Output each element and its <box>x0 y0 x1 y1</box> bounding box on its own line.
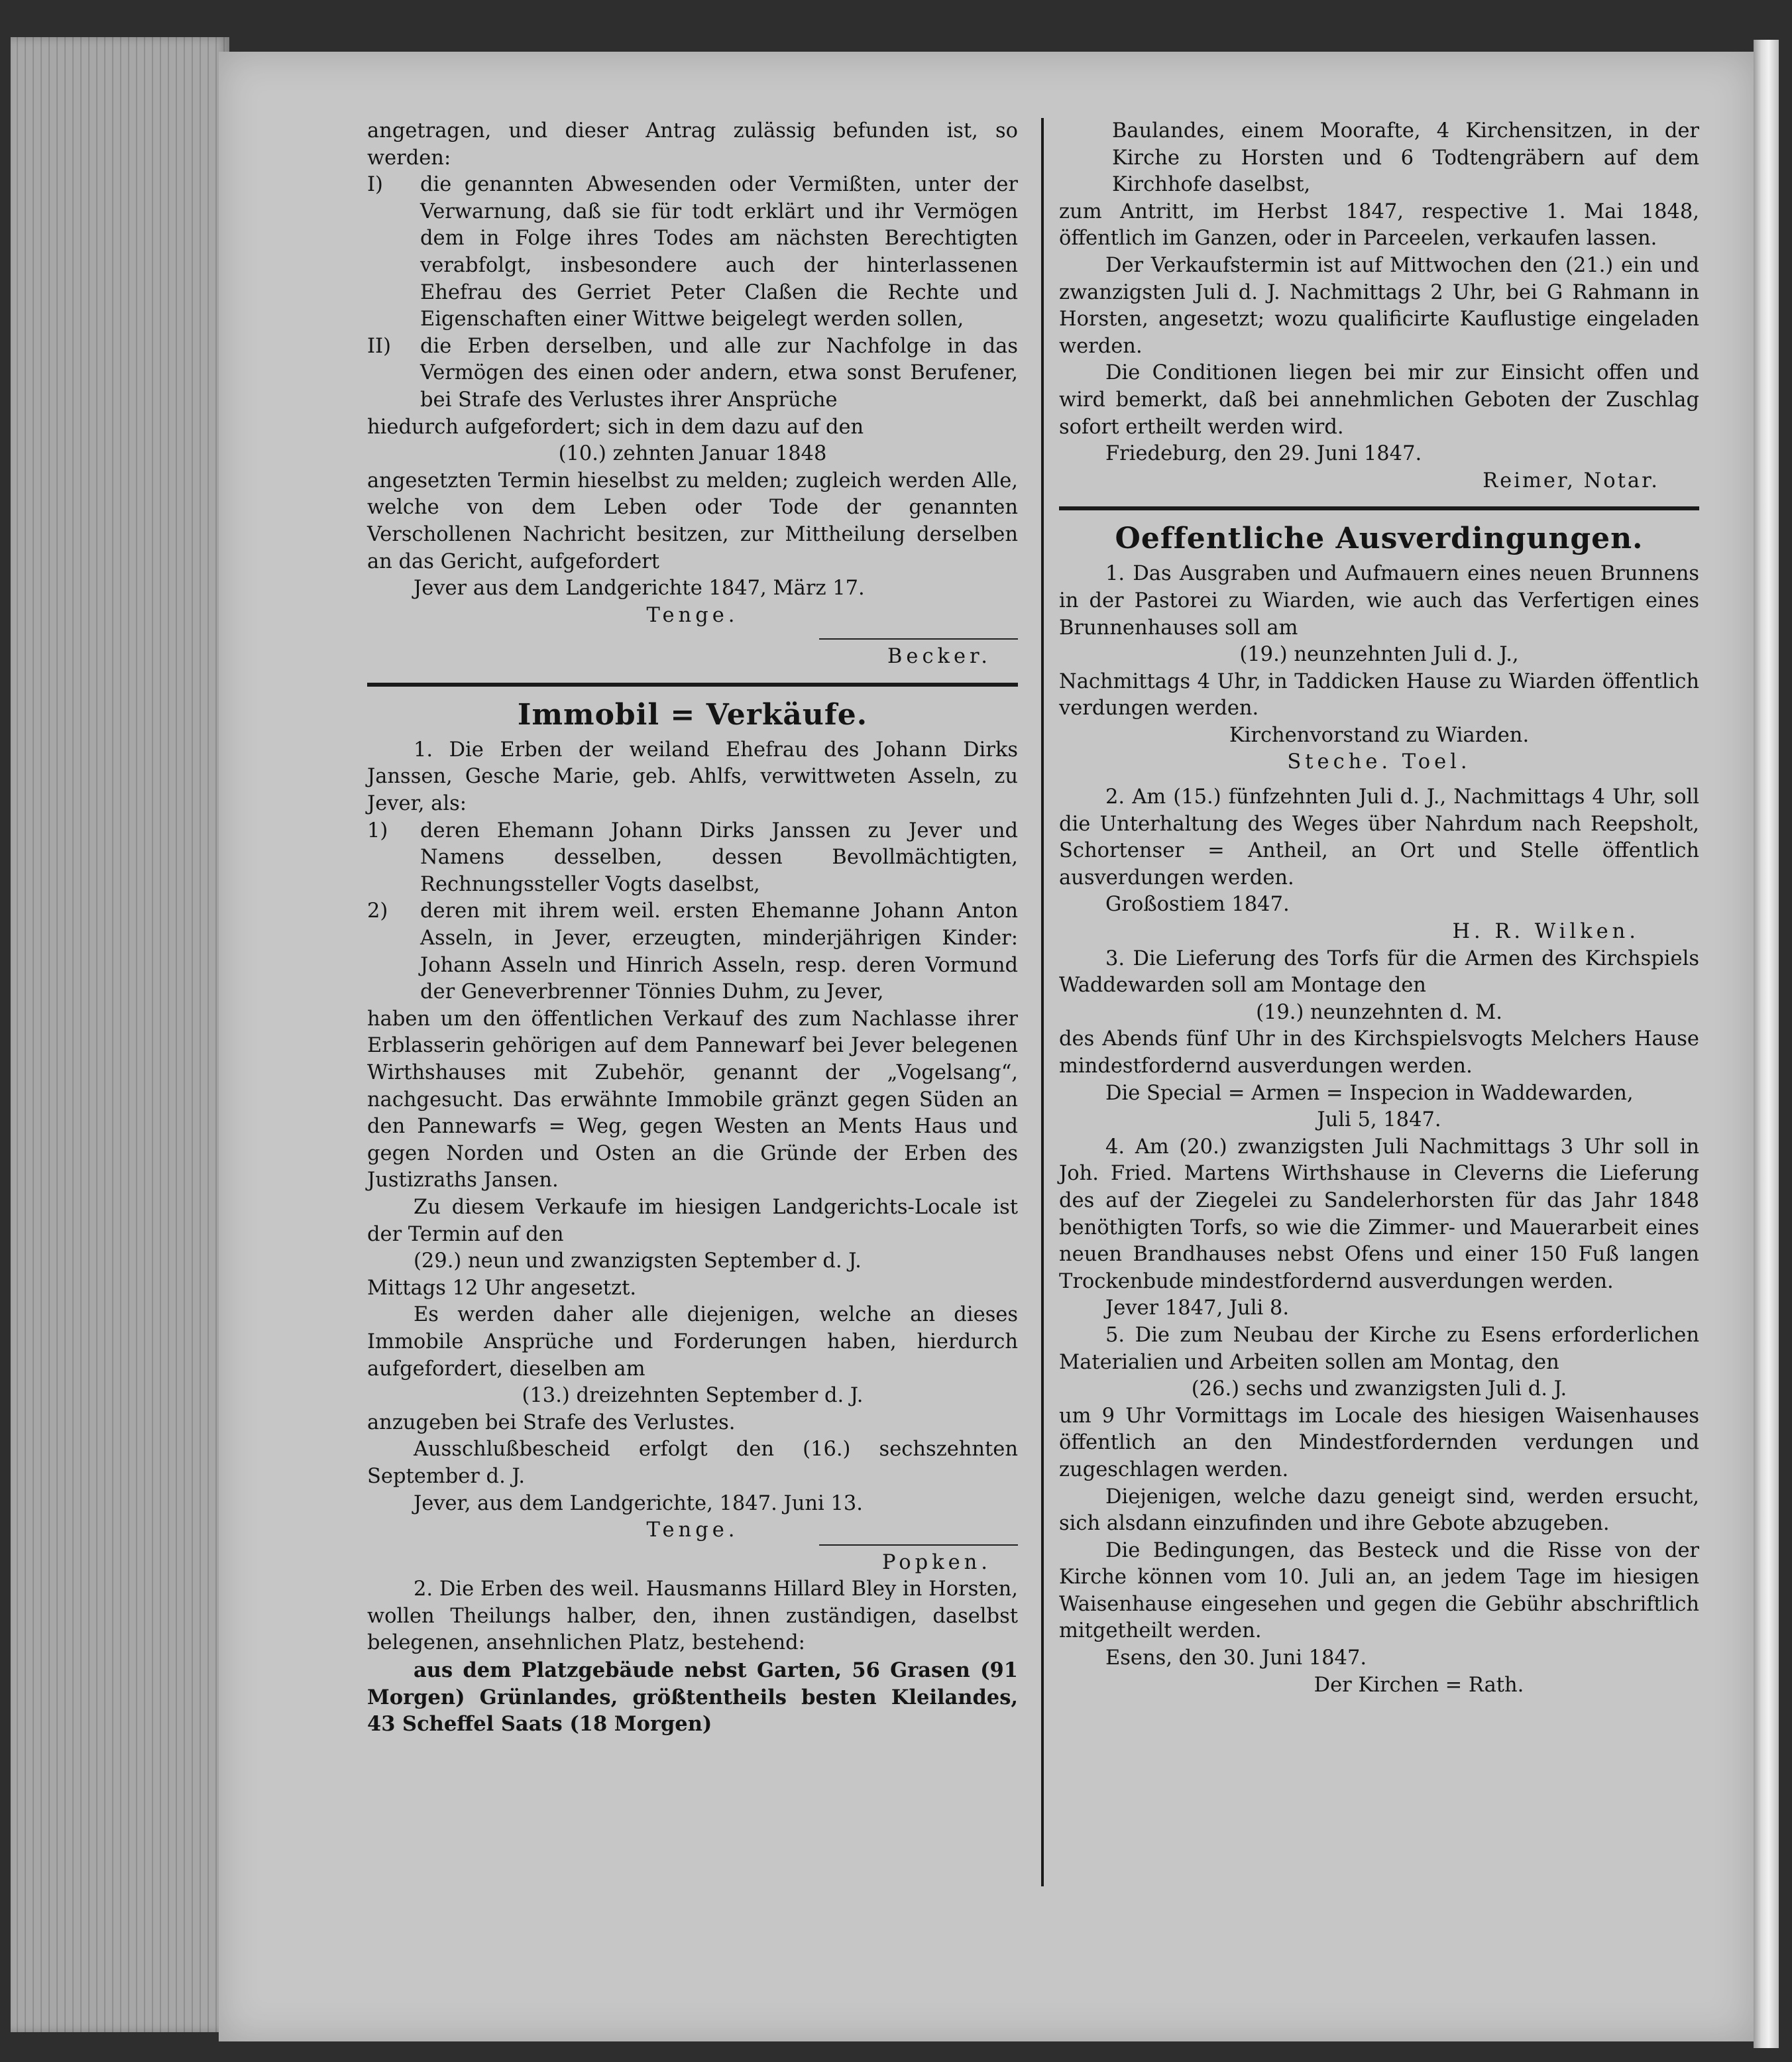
aus-5-date: (26.) sechs und zwanzigsten Juli d. J. <box>1191 1377 1567 1401</box>
cont-place-date: Friedeburg, den 29. Juni 1847. <box>1105 442 1422 466</box>
aus-1-org: Kirchenvorstand zu Wiarden. <box>1229 723 1530 747</box>
aus-3-rest: des Abends fünf Uhr in des Kirchspielsvogts Melchers Hause mindestfordernd ausverdungen werden. <box>1059 1027 1699 1078</box>
book-page-edges <box>11 37 229 2032</box>
signature-rule <box>819 638 1018 640</box>
left-column <box>367 118 1018 1738</box>
immobil-p3-date: (29.) neun und zwanzigsten September d. J. <box>414 1249 862 1273</box>
intro-opening: angetragen, und dieser Antrag zulässig befunden ist, so werden: <box>367 119 1018 170</box>
page-fore-edge <box>1754 40 1779 2048</box>
aus-5-rest: um 9 Uhr Vormittags im Locale des hiesigen Waisenhauses öffentlich an den Mindestfordernden verdungen und zugeschlagen werden. <box>1059 1404 1699 1481</box>
aus-2-place: Großostiem 1847. <box>1105 893 1290 917</box>
item-number: I) <box>367 173 383 197</box>
immobil-signer-tenge: Tenge. <box>646 1518 739 1542</box>
section-rule <box>367 683 1018 687</box>
aus-5-sign: Der Kirchen = Rath. <box>1314 1673 1524 1697</box>
aus-2-sign: H. R. Wilken. <box>1452 920 1640 944</box>
immobil-place-date: Jever, aus dem Landgerichte, 1847. Juni 13. <box>414 1491 863 1515</box>
item-text: die Erben derselben, und alle zur Nachfolge in das Vermögen des einen oder andern, etwa sonst Berufener, bei Strafe des Verlustes ihrer Ansprüche <box>420 334 1018 412</box>
immobil-p4: Es werden daher alle diejenigen, welche an dieses Immobile Ansprüche und Forderungen haben, hierdurch aufgefordert, dieselben am <box>367 1303 1018 1381</box>
immobil-p1: 1. Die Erben der weiland Ehefrau des Johann Dirks Janssen, Gesche Marie, geb. Ahlfs, verwittweten Asseln, zu Jever, als: <box>367 738 1018 816</box>
immobil-p2: haben um den öffentlichen Verkauf des zum Nachlasse ihrer Erblasserin gehörigen auf dem Pannewarf bei Jever belegenen Wirthshauses mit Zubehör, genannt der „Vogelsang“, nachgesucht. Das erwähnte Immobile gränzt gegen Süden an den Pannewarfs = Weg, gegen Westen an Ments Haus und gegen Norden und Osten an die Gründe der Erben des Justizraths Jansen. <box>367 1007 1018 1192</box>
column-divider <box>1041 118 1044 1886</box>
intro-rest: angesetzten Termin hieselbst zu melden; zugleich werden Alle, welche von dem Leben oder Tode der genannten Verschollenen Nachricht besitzen, zur Mittheilung derselben an das Gericht, aufgefordert <box>367 469 1018 573</box>
aus-4: 4. Am (20.) zwanzigsten Juli Nachmittags 3 Uhr soll in Joh. Fried. Martens Wirthshause in Cleverns die Lieferung des auf der Ziegelei zu Sandelerhorsten für das Jahr 1848 benöthigten Torfs, so wie die Zimmer- und Mauerarbeit eines neuen Brandhauses nebst Ofens und einer 150 Fuß langen Trockenbude mindestfordernd ausverdungen werden. <box>1059 1135 1699 1293</box>
item-number: II) <box>367 334 391 358</box>
intro-item-I <box>367 172 1018 333</box>
immobil-p6-item: aus dem Platzgebäude nebst Garten, 56 Grasen (91 Morgen) Grünlandes, größtentheils besten Kleilandes, 43 Scheffel Saats (18 Morgen) <box>367 1658 1018 1737</box>
aus-5: 5. Die zum Neubau der Kirche zu Esens erforderlichen Materialien und Arbeiten sollen am Montag, den <box>1059 1323 1699 1374</box>
aus-5-place: Esens, den 30. Juni 1847. <box>1105 1646 1367 1670</box>
cont-signer: Reimer, Notar. <box>1483 469 1659 492</box>
aus-3-date2: Juli 5, 1847. <box>1317 1108 1441 1132</box>
section-rule <box>1059 506 1699 510</box>
cont-p2: zum Antritt, im Herbst 1847, respective 1. Mai 1848, öffentlich im Ganzen, oder in Parceelen, verkaufen lassen. <box>1059 200 1699 251</box>
intro-item-II <box>367 333 1018 414</box>
cont-p4: Die Conditionen liegen bei mir zur Einsicht offen und wird bemerkt, daß bei annehmlichen Geboten der Zuschlag sofort ertheilt werden wird. <box>1059 361 1699 439</box>
immobil-p6: 2. Die Erben des weil. Hausmanns Hillard Bley in Horsten, wollen Theilungs halber, den, ihnen zuständigen, daselbst belegenen, ansehnlichen Platz, bestehend: <box>367 1577 1018 1655</box>
item-text: die genannten Abwesenden oder Vermißten, unter der Verwarnung, daß sie für todt erklärt und ihr Vermögen dem in Folge ihres Todes am nächsten Berechtigten verabfolgt, insbesondere auch der hinterlassenen Ehefrau des Gerriet Peter Claßen die Rechte und Eigenschaften einer Wittwe beigelegt werden sollen, <box>420 173 1018 331</box>
immobil-item-2 <box>367 898 1018 1005</box>
aus-1: 1. Das Ausgraben und Aufmauern eines neuen Brunnens in der Pastorei zu Wiarden, wie auch das Verfertigen eines Brunnenhauses soll am <box>1059 562 1699 640</box>
immobil-item-1 <box>367 818 1018 899</box>
immobil-signer-popken: Popken. <box>881 1550 991 1574</box>
aus-5-p3: Die Bedingungen, das Besteck und die Risse von der Kirche können vom 10. Juli an, an jedem Tage im hiesigen Waisenhause eingesehen und gegen die Gebühr abschriftlich mitgetheilt werden. <box>1059 1538 1699 1643</box>
cont-p3: Der Verkaufstermin ist auf Mittwochen den (21.) ein und zwanzigsten Juli d. J. Nachmittags 2 Uhr, bei G Rahmann in Horsten, angesetzt; wozu qualificirte Kauflustige eingeladen werden. <box>1059 253 1699 358</box>
aus-1-rest: Nachmittags 4 Uhr, in Taddicken Hause zu Wiarden öffentlich verdungen werden. <box>1059 669 1699 720</box>
immobil-p4-date: (13.) dreizehnten September d. J. <box>522 1384 864 1408</box>
aus-3: 3. Die Lieferung des Torfs für die Armen des Kirchspiels Waddewarden soll am Montage den <box>1059 946 1699 998</box>
aus-4-place: Jever 1847, Juli 8. <box>1105 1296 1290 1320</box>
immobil-p3: Zu diesem Verkaufe im hiesigen Landgerichts-Locale ist der Termin auf den <box>367 1195 1018 1246</box>
intro-date: (10.) zehnten Januar 1848 <box>558 442 827 466</box>
intro-summons: hiedurch aufgefordert; sich in dem dazu auf den <box>367 415 864 439</box>
immobil-p5: Ausschlußbescheid erfolgt den (16.) sechszehnten September d. J. <box>367 1438 1018 1488</box>
aus-5-p2: Diejenigen, welche dazu geneigt sind, werden ersucht, sich alsdann einzufinden und ihre Gebote abzugeben. <box>1059 1485 1699 1536</box>
intro-signer-tenge: Tenge. <box>646 603 739 627</box>
item-number: 2) <box>367 899 388 923</box>
aus-3-org: Die Special = Armen = Inspecion in Waddewarden, <box>1105 1081 1634 1105</box>
aus-1-date: (19.) neunzehnten Juli d. J., <box>1239 643 1519 667</box>
item-text: deren mit ihrem weil. ersten Ehemanne Johann Anton Asseln, in Jever, erzeugten, minderjährigen Kinder: Johann Asseln und Hinrich Asseln, resp. deren Vormund der Geneverbrenner Tönnies Duhm, zu Jever, <box>420 899 1018 1004</box>
item-number: 1) <box>367 819 388 842</box>
section-heading-immobil: Immobil = Verkäufe. <box>517 697 868 732</box>
aus-2: 2. Am (15.) fünfzehnten Juli d. J., Nachmittags 4 Uhr, soll die Unterhaltung des Weges über Nahrdum nach Reepsholt, Schortenser = Antheil, an Ort und Stelle öffentlich ausverdungen werden. <box>1059 785 1699 889</box>
right-column <box>1059 118 1699 1699</box>
cont-p1: Baulandes, einem Moorafte, 4 Kirchensitzen, in der Kirche zu Horsten und 6 Todtengräbern auf dem Kirchhofe daselbst, <box>1112 119 1699 197</box>
intro-place-date: Jever aus dem Landgerichte 1847, März 17. <box>414 577 865 601</box>
item-text: deren Ehemann Johann Dirks Janssen zu Jever und Namens desselben, dessen Bevollmächtigten, Rechnungssteller Vogts daselbst, <box>420 819 1018 896</box>
signature-rule <box>819 1544 1018 1546</box>
immobil-p3-time: Mittags 12 Uhr angesetzt. <box>367 1276 637 1300</box>
aus-1-names: Steche. Toel. <box>1287 750 1471 774</box>
section-heading-ausverdingungen: Oeffentliche Ausverdingungen. <box>1115 522 1644 556</box>
aus-3-date: (19.) neunzehnten d. M. <box>1256 1000 1502 1024</box>
intro-signer-becker: Becker. <box>887 645 991 669</box>
immobil-p4-end: anzugeben bei Strafe des Verlustes. <box>367 1410 736 1434</box>
